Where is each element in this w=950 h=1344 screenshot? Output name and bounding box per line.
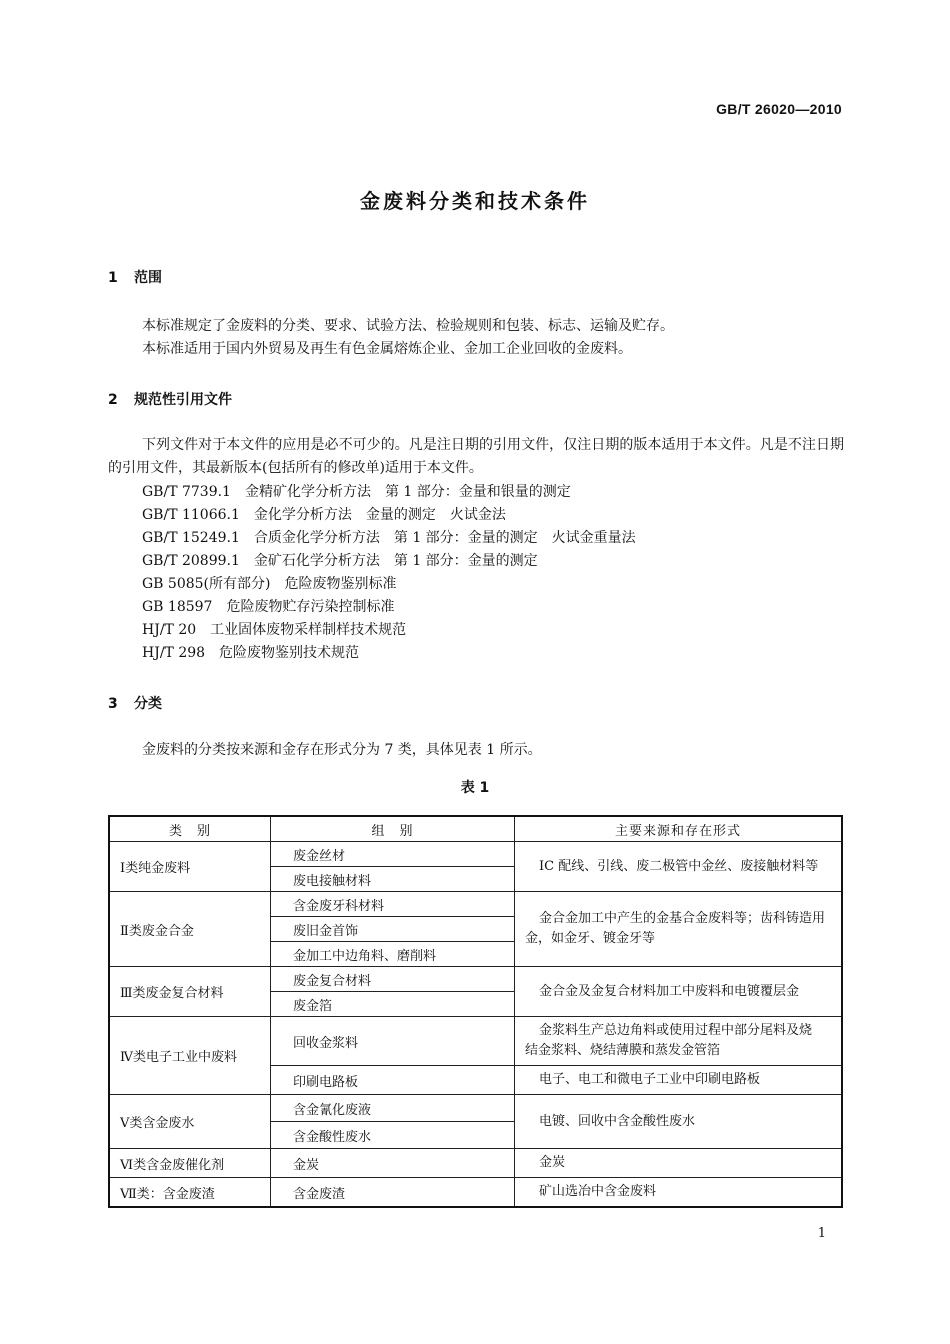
category-cell: Ⅲ类废金复合材料 [109,967,271,1017]
source-line: 结金浆料、烧结薄膜和蒸发金管箔 [525,1043,721,1058]
header-category: 类 别 [109,816,271,842]
table-row [109,1017,842,1066]
table-row [109,967,842,992]
group-cell: 废金复合材料 [271,967,515,992]
section-title: 分类 [134,696,162,712]
section-title: 规范性引用文件 [134,392,232,408]
category-cell: Ⅵ类含金废催化剂 [109,1149,271,1178]
section-number: 1 [108,270,118,286]
section-1-heading [108,267,162,287]
table-row [109,892,842,917]
table-caption: 表 1 [460,780,490,796]
category-cell: Ⅶ类：含金废渣 [109,1178,271,1208]
source-line: 金浆料生产总边角料或使用过程中部分尾料及烧 [539,1023,813,1038]
reference-item: GB 5085(所有部分) 危险废物鉴别标准 [142,576,397,592]
group-cell: 含金废渣 [271,1178,515,1208]
source-cell [515,842,843,892]
section-3-heading [108,693,162,713]
paragraph: 下列文件对于本文件的应用是必不可少的。凡是注日期的引用文件，仅注日期的版本适用于本文件。凡是不注日期的引用文件，其最新版本(包括所有的修改单)适用于本文件。 [108,437,844,476]
reference-item: GB 18597 危险废物贮存污染控制标准 [142,599,395,615]
group-cell: 金加工中边角料、磨削料 [271,942,515,967]
group-cell: 含金废牙科材料 [271,892,515,917]
standard-code: GB/T 26020—2010 [716,101,842,117]
reference-item: HJ/T 298 危险废物鉴别技术规范 [142,645,360,661]
source-cell [515,1178,843,1208]
category-cell: Ⅰ类纯金废料 [109,842,271,892]
source-line: 金合金加工中产生的金基合金废料等；齿科铸造用 [539,911,826,926]
document-title: 金废料分类和技术条件 [360,189,590,213]
group-cell: 金炭 [271,1149,515,1178]
classification-table [108,815,843,1208]
reference-item: GB/T 15249.1 合质金化学分析方法 第 1 部分：金量的测定 火试金重量法 [142,530,636,546]
table-row [109,1149,842,1178]
paragraph: 金废料的分类按来源和金存在形式分为 7 类，具体见表 1 所示。 [142,742,542,758]
paragraph: 本标准规定了金废料的分类、要求、试验方法、检验规则和包装、标志、运输及贮存。 [142,318,674,334]
group-cell: 废金丝材 [271,842,515,867]
paragraph: 本标准适用于国内外贸易及再生有色金属熔炼企业、金加工企业回收的金废料。 [142,341,632,357]
source-line: 电子、电工和微电子工业中印刷电路板 [539,1072,761,1087]
category-cell: Ⅱ类废金合金 [109,892,271,967]
reference-list [142,481,636,665]
header-source: 主要来源和存在形式 [515,816,843,842]
reference-item: GB/T 11066.1 金化学分析方法 金量的测定 火试金法 [142,507,506,523]
table-row [109,842,842,867]
header-group: 组 别 [271,816,515,842]
source-cell [515,1066,843,1095]
section-3-body [108,739,844,762]
category-cell: Ⅴ类含金废水 [109,1095,271,1149]
source-line: 电镀、回收中含金酸性废水 [539,1113,696,1129]
source-line: 矿山选冶中含金废料 [539,1184,657,1199]
section-number: 3 [108,696,118,712]
source-cell [515,1149,843,1178]
section-2-body [108,434,844,480]
category-cell: Ⅳ类电子工业中废料 [109,1017,271,1095]
group-cell: 废旧金首饰 [271,917,515,942]
source-cell [515,1017,843,1066]
page-number: 1 [817,1226,826,1241]
source-cell [515,892,843,967]
source-cell [515,1095,843,1149]
source-cell [515,967,843,1017]
group-cell: 回收金浆料 [271,1017,515,1066]
table-header-row [109,816,842,842]
source-line: 金，如金牙、镀金牙等 [525,931,656,946]
group-cell: 废金箔 [271,992,515,1017]
group-cell: 含金氰化废液 [271,1095,515,1122]
reference-item: HJ/T 20 工业固体废物采样制样技术规范 [142,622,407,638]
source-line: 金炭 [539,1155,566,1170]
table-row [109,1178,842,1208]
reference-item: GB/T 7739.1 金精矿化学分析方法 第 1 部分：金量和银量的测定 [142,484,571,500]
section-number: 2 [108,392,118,408]
group-cell: 印刷电路板 [271,1066,515,1095]
source-line: IC 配线、引线、废二极管中金丝、废接触材料等 [539,858,819,874]
section-1-body [108,315,844,361]
group-cell: 废电接触材料 [271,867,515,892]
section-title: 范围 [134,270,162,286]
source-line: 金合金及金复合材料加工中废料和电镀覆层金 [539,983,800,999]
table-row [109,1095,842,1122]
group-cell: 含金酸性废水 [271,1122,515,1149]
section-2-heading [108,389,232,409]
reference-item: GB/T 20899.1 金矿石化学分析方法 第 1 部分：金量的测定 [142,553,538,569]
